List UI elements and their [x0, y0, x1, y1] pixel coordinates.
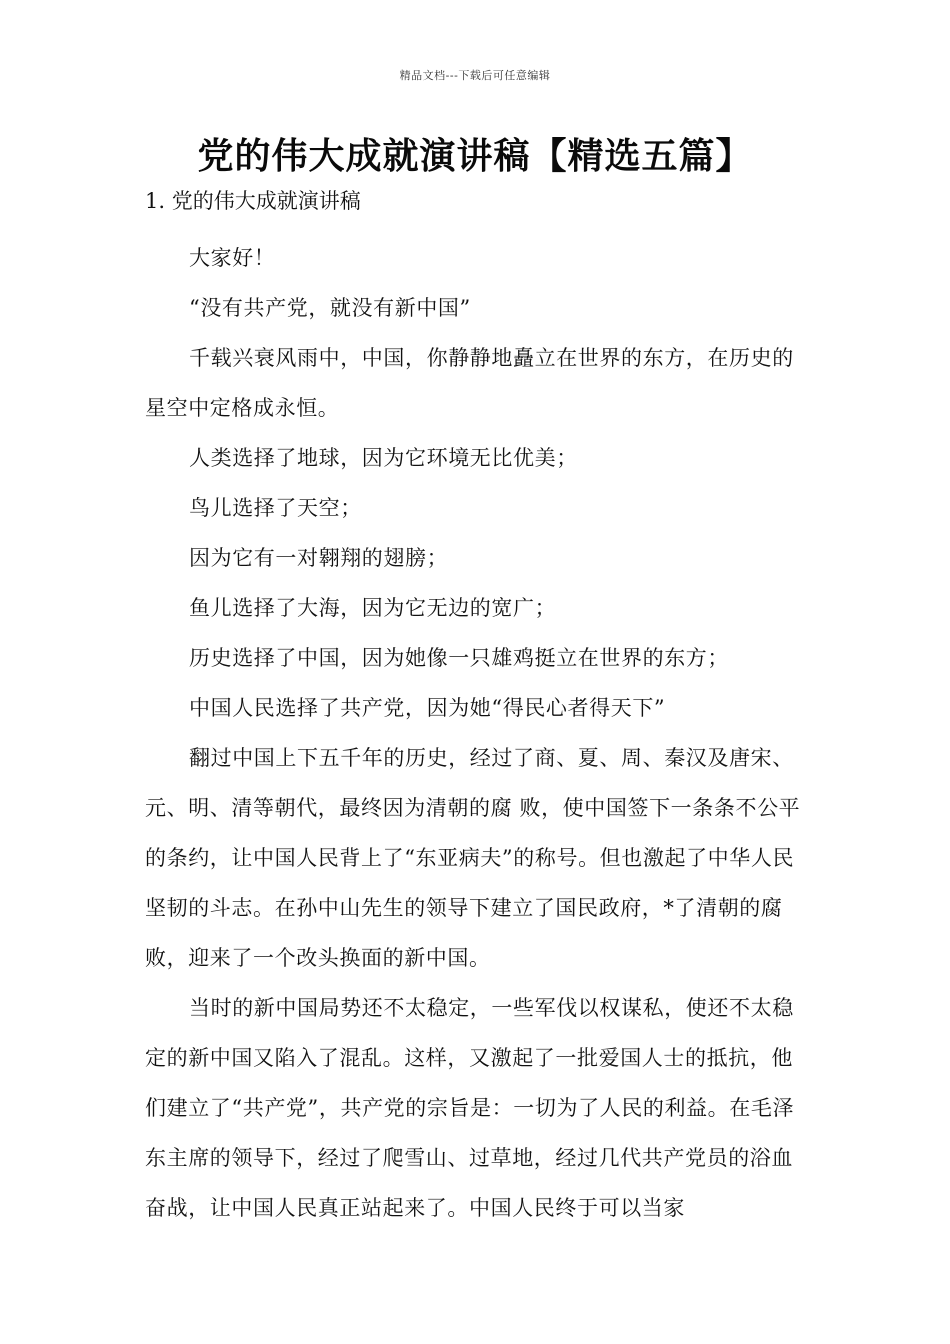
paragraph: 历史选择了中国，因为她像一只雄鸡挺立在世界的东方；	[189, 646, 729, 670]
paragraph: 人类选择了地球，因为它环境无比优美；	[189, 446, 578, 470]
section-heading: 1. 党的伟大成就演讲稿	[145, 189, 361, 213]
paragraph: 鱼儿选择了大海，因为它无边的宽广；	[189, 596, 557, 620]
paragraph: 千载兴衰风雨中，中国，你静静地矗立在世界的东方，在历史的星空中定格成永恒。	[145, 346, 794, 420]
header-note: 精品文档---下载后可任意编辑	[399, 69, 551, 82]
document-title: 党的伟大成就演讲稿【精选五篇】	[197, 136, 753, 177]
paragraph: 翻过中国上下五千年的历史，经过了商、夏、周、秦汉及唐宋、元、明、清等朝代，最终因为清朝的腐 败，使中国签下一条条不公平的条约，让中国人民背上了“东亚病夫”的称号。但也激起了中华人民坚韧的斗志。在孙中山先生的领导下建立了国民政府，*了清朝的腐 败，迎来了一个改头换面的新中国。	[145, 746, 801, 970]
paragraph: 大家好！	[189, 246, 276, 270]
paragraph: 鸟儿选择了天空；	[189, 496, 362, 520]
paragraph: 因为它有一对翱翔的翅膀；	[189, 546, 449, 570]
paragraph: 当时的新中国局势还不太稳定，一些军伐以权谋私，使还不太稳定的新中国又陷入了混乱。这样，又激起了一批爱国人士的抵抗，他们建立了“共产党”，共产党的宗旨是：一切为了人民的利益。在毛泽东主席的领导下，经过了爬雪山、过草地，经过几代共产党员的浴血奋战，让中国人民真正站起来了。中国人民终于可以当家	[145, 996, 795, 1220]
paragraph: “没有共产党，就没有新中国”	[189, 296, 471, 320]
document-body	[145, 233, 807, 1233]
paragraph: 中国人民选择了共产党，因为她“得民心者得天下”	[189, 696, 666, 720]
